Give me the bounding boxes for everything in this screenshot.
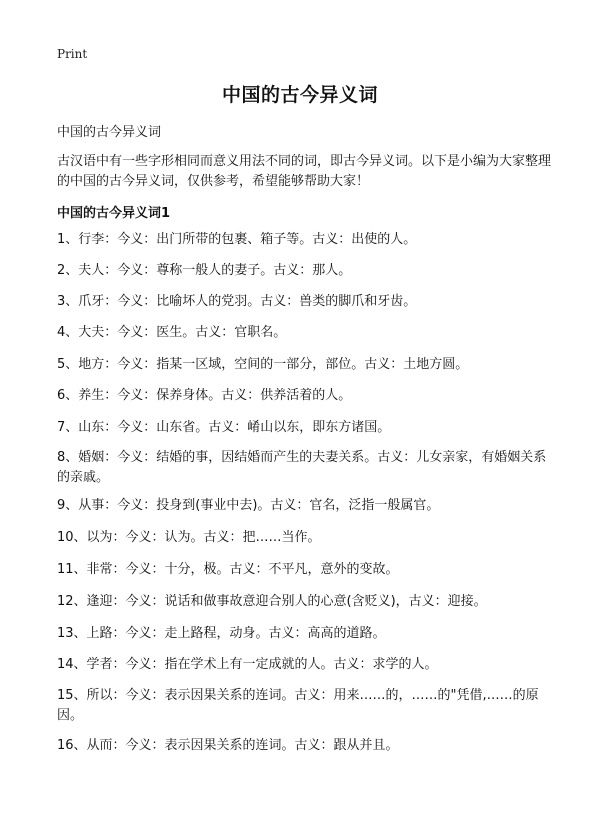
list-item: 11、非常：今义：十分，极。古义：不平凡，意外的变故。 — [57, 562, 399, 577]
list-item: 12、逢迎：今义：说话和做事故意迎合别人的心意(含贬义)，古义：迎接。 — [57, 594, 487, 609]
list-item: 5、地方：今义：指某一区域，空间的一部分，部位。古义：土地方圆。 — [57, 357, 469, 372]
page-title: 中国的古今异义词 — [221, 84, 378, 106]
intro-paragraph: 古汉语中有一些字形相同而意义用法不同的词，即古今异义词。以下是小编为大家整理的中国的古今异义词，仅供参考，希望能够帮助大家！ — [57, 154, 552, 189]
list-item: 16、从而：今义：表示因果关系的连词。古义：跟从并且。 — [57, 738, 399, 753]
print-label[interactable]: Print — [57, 47, 88, 61]
list-item: 1、行李：今义：出门所带的包裹、箱子等。古义：出使的人。 — [57, 232, 417, 247]
list-item: 3、爪牙：今义：比喻坏人的党羽。古义：兽类的脚爪和牙齿。 — [57, 294, 417, 309]
list-item: 13、上路：今义：走上路程，动身。古义：高高的道路。 — [57, 626, 386, 641]
list-item: 9、从事：今义：投身到(事业中去)。古义：官名，泛指一般属官。 — [57, 498, 440, 513]
list-item: 15、所以：今义：表示因果关系的连词。古义：用来……的，……的"凭借,……的原因。 — [57, 688, 539, 723]
subtitle: 中国的古今异义词 — [57, 125, 162, 140]
list-item: 6、养生：今义：保养身体。古义：供养活着的人。 — [57, 388, 352, 403]
section-heading: 中国的古今异义词1 — [57, 206, 171, 221]
list-item: 4、大夫：今义：医生。古义：官职名。 — [57, 325, 287, 340]
list-item: 2、夫人：今义：尊称一般人的妻子。古义：那人。 — [57, 263, 352, 278]
list-item: 8、婚姻：今义：结婚的事，因结婚而产生的夫妻关系。古义：儿女亲家，有婚姻关系的亲戚。 — [57, 450, 547, 485]
list-item: 10、以为：今义：认为。古义：把……当作。 — [57, 530, 321, 545]
list-item: 7、山东：今义：山东省。古义：崤山以东，即东方诸国。 — [57, 420, 391, 435]
list-item: 14、学者：今义：指在学术上有一定成就的人。古义：求学的人。 — [57, 657, 438, 672]
